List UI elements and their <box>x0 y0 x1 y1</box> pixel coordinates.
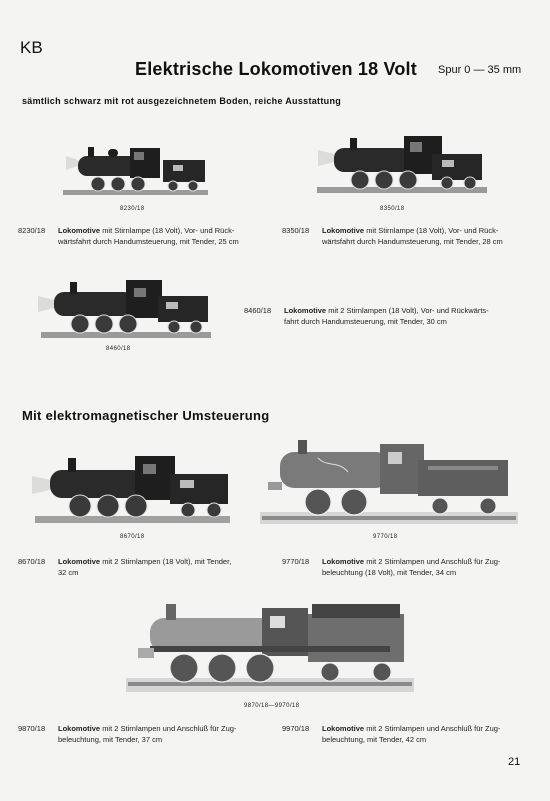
product-item-9970 <box>282 723 544 747</box>
section-title: Mit elektromagnetischer Umsteuerung <box>22 408 270 423</box>
product-item-9770 <box>282 556 544 580</box>
item-description: mit Stirnlampe (18 Volt), Vor- und Rück- <box>102 226 235 235</box>
item-type: Lokomotive <box>322 557 365 566</box>
item-number: 8350/18 <box>282 226 310 235</box>
item-number: 8670/18 <box>18 557 46 566</box>
photo-caption: 9870/18—9970/18 <box>244 703 300 709</box>
locomotive-photo-8230 <box>58 138 213 200</box>
item-description-cont: beleuchtung, mit Tender, 42 cm <box>322 735 427 744</box>
locomotive-photo-9870-9970 <box>124 596 416 698</box>
item-description-cont: beleuchtung, mit Tender, 37 cm <box>58 735 163 744</box>
item-type: Lokomotive <box>58 226 101 235</box>
product-item-9870 <box>18 723 268 747</box>
page-number: 21 <box>508 756 521 768</box>
item-number: 9870/18 <box>18 724 46 733</box>
item-description-cont: wärtsfahrt durch Handumsteuerung, mit Tender, 25 cm <box>58 237 239 246</box>
item-description: mit Stirnlampe (18 Volt), Vor- und Rück- <box>366 226 499 235</box>
item-description: mit 2 Stirnlampen (18 Volt), mit Tender, <box>102 557 232 566</box>
item-type: Lokomotive <box>284 306 327 315</box>
item-description: mit 2 Stirnlampen (18 Volt), Vor- und Rückwärts- <box>328 306 489 315</box>
photo-caption: 9770/18 <box>373 534 398 540</box>
page-title: Elektrische Lokomotiven 18 Volt <box>135 59 417 79</box>
locomotive-photo-9770 <box>258 438 520 528</box>
item-description: mit 2 Stirnlampen und Anschluß für Zug- <box>366 724 501 733</box>
locomotive-photo-8670 <box>30 448 235 528</box>
item-type: Lokomotive <box>58 557 101 566</box>
item-number: 9970/18 <box>282 724 310 733</box>
catalog-code: KB <box>20 38 43 57</box>
photo-caption: 8460/18 <box>106 346 131 352</box>
locomotive-photo-8350 <box>312 130 490 198</box>
item-number: 9770/18 <box>282 557 310 566</box>
product-item-8670 <box>18 556 268 580</box>
product-item-8350 <box>282 225 544 249</box>
product-item-8230 <box>18 225 268 249</box>
item-description: mit 2 Stirnlampen und Anschluß für Zug- <box>102 724 237 733</box>
photo-caption: 8670/18 <box>120 534 145 540</box>
item-number: 8460/18 <box>244 306 272 315</box>
item-type: Lokomotive <box>322 724 365 733</box>
item-description: mit 2 Stirnlampen und Anschluß für Zug- <box>366 557 501 566</box>
locomotive-photo-8460 <box>36 272 216 342</box>
item-description-cont: fahrt durch Handumsteuerung, mit Tender, 30 cm <box>284 317 447 326</box>
product-item-8460 <box>244 305 544 329</box>
photo-caption: 8230/18 <box>120 206 145 212</box>
item-description-cont: 32 cm <box>58 568 79 577</box>
photo-caption: 8350/18 <box>380 206 405 212</box>
item-type: Lokomotive <box>322 226 365 235</box>
item-type: Lokomotive <box>58 724 101 733</box>
gauge-label: Spur 0 — 35 mm <box>438 64 522 76</box>
item-number: 8230/18 <box>18 226 46 235</box>
item-description-cont: beleuchtung (18 Volt), mit Tender, 34 cm <box>322 568 457 577</box>
item-description-cont: wärtsfahrt durch Handumsteuerung, mit Tender, 28 cm <box>322 237 503 246</box>
page-subtitle: sämtlich schwarz mit rot ausgezeichnetem Boden, reiche Ausstattung <box>22 96 342 106</box>
